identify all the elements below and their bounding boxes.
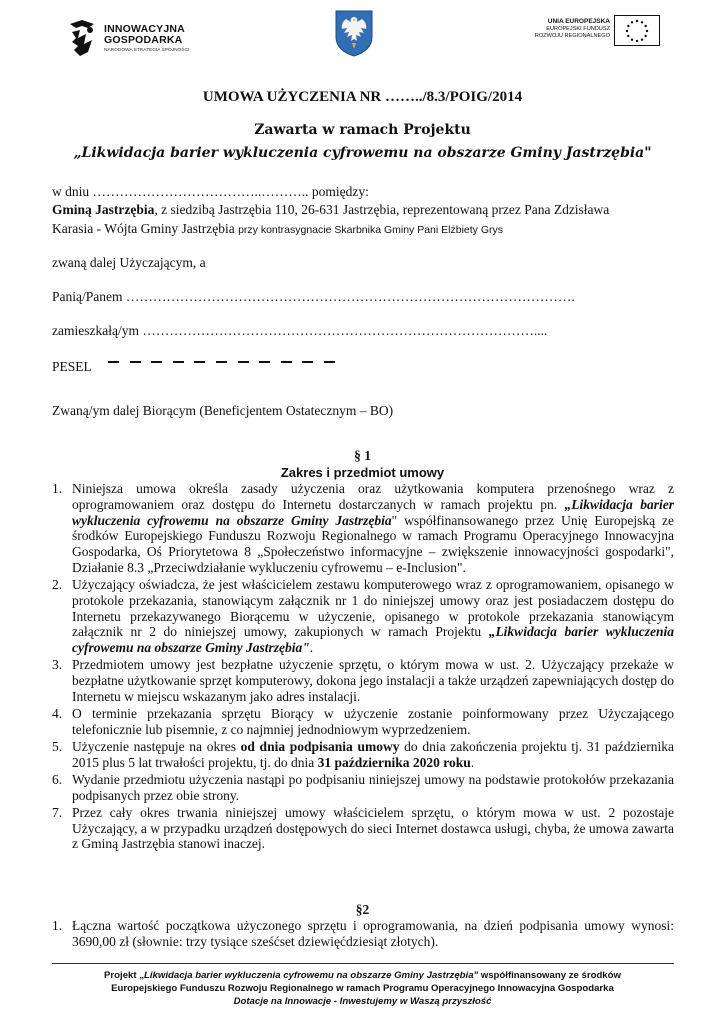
borrower-definition: Zwaną/ym dalej Biorącym (Beneficjentem Ostatecznym – BO) (52, 403, 394, 418)
list-item: 3. Przedmiotem umowy jest bezpłatne użyczenie sprzętu, o którym mowa w ust. 2. Użyczający przekaże w bezpłatne użytkowanie sprzęt komputerowy, dokona jego instalacji a także urządzeń zapewniających dostęp do Internetu w miejscu wskazanym jako adres instalacji. (52, 657, 674, 704)
party-name: Gminą Jastrzębia (52, 202, 155, 217)
footer-line-1: Projekt „Likwidacja barier wykluczenia cyfrowemu na obszarze Gminy Jastrzębia" współfinansowany ze środków (104, 970, 621, 981)
ig-subtitle: NARODOWA STRATEGIA SPÓJNOŚCI (104, 48, 190, 53)
page-header (0, 0, 725, 70)
list-item: 1. Niniejsza umowa określa zasady użyczenia oraz użytkowania komputera przenośnego wraz z oprogramowaniem oraz dostępu do Internetu dostarczanych w ramach projektu pn. „Likwidacja barier wykluczenia cyfrowemu na obszarze Gminy Jastrzębia" współfinansowanego przez Unię Europejską ze środków Europejskiego Funduszu Rozwoju Regionalnego w ramach Programu Operacyjnego Innowacyjna Gospodarka, Oś Priorytetowa 8 „Społeczeństwo informacyjne – zwiększenie innowacyjności gospodarki", Działanie 8.3 „Przeciwdziałanie wykluczeniu cyfrowemu – e-Inclusion". (52, 481, 674, 575)
ig-title-2: GOSPODARKA (104, 34, 183, 46)
eu-text-block (520, 18, 610, 40)
section-1-heading: Zakres i przedmiot umowy (280, 465, 445, 480)
party-line-2 (52, 220, 503, 239)
ig-logo-icon (66, 18, 98, 58)
eu-fund-line1: EUROPEJSKI FUNDUSZ (546, 26, 610, 32)
ig-title-1: INNOWACYJNA (104, 23, 185, 35)
footer-line-3: Dotacje na Innowacje - Inwestujemy w Waszą przyszłość (233, 996, 492, 1007)
date-line: w dniu ………………………………..……….. pomiędzy: (52, 184, 369, 199)
party-address: , z siedzibą Jastrzębia 110, 26-631 Jastrzębia, reprezentowaną przez Pana Zdzisława (154, 202, 610, 217)
eu-fund-line2: ROZWOJU REGIONALNEGO (534, 33, 610, 39)
borrower-address-line: zamieszkałą/ym …………………………………………………………………………….... (52, 323, 548, 338)
list-item: 5. Użyczenie następuje na okres od dnia podpisania umowy do dnia zakończenia projektu tj. 31 października 2015 plus 5 lat trwałości projektu, tj. do dnia 31 października 2020 roku. (52, 738, 674, 770)
list-item: 4. O terminie przekazania sprzętu Biorący w użyczenie zostanie poinformowany przez Użyczającego telefonicznie lub pisemnie, z co najmniej jednodniowym wyprzedzeniem. (52, 706, 674, 737)
innowacyjna-gospodarka-logo (66, 18, 206, 60)
gmina-crest-icon (334, 9, 374, 57)
section-1-list (52, 481, 674, 853)
list-item: 7. Przez cały okres trwania niniejszej umowy właścicielem sprzętu, o którym mowa w ust. 2 pozostaje Użyczający, a w przypadku urządzeń dostępowych do sieci Internet dostawca usługi, chyba, że umowa zawarta z Gminą Jastrzębia stanowi inaczej. (52, 804, 674, 852)
list-item: 6. Wydanie przedmiotu użyczenia nastąpi po podpisaniu niniejszej umowy na podstawie protokołów przekazania podpisanych przez obie strony. (52, 771, 674, 803)
borrower-name-line: Panią/Panem ………………………………………………………………………………………. (52, 289, 575, 304)
eu-title: UNIA EUROPEJSKA (547, 18, 610, 25)
project-name: „Likwidacja barier wykluczenia cyfrowemu na obszarze Gminy Jastrzębia" (73, 145, 652, 161)
page-footer (0, 969, 725, 1008)
pesel-field (108, 361, 346, 363)
footer-line-2: Europejskiego Funduszu Rozwoju Regionalnego w ramach Programu Operacyjnego Innowacyjna Gospodarka (111, 983, 614, 994)
section-2-list (52, 918, 674, 951)
party-line-1 (52, 201, 609, 218)
footer-divider (52, 963, 674, 964)
list-item: 1. Łączna wartość początkowa użyczonego sprzętu i oprogramowania, na dzień podpisania umowy wynosi: 3690,00 zł (słownie: trzy tysiące sześćset dziewięćdziesiąt złotych). (52, 918, 674, 949)
section-2-number: §2 (355, 902, 370, 917)
list-item: 2. Użyczający oświadcza, że jest właścicielem zestawu komputerowego wraz z oprogramowaniem, opisanego w protokole przekazania, stanowiącym załącznik nr 1 do niniejszej umowy oraz jest posiadaczem dostępu do Internetu przekazywanego Biorącemu w użyczenie, opisanego w protokole przekazania stanowiącym załącznik nr 2 do niniejszej umowy, zakupionych w ramach Projektu „Likwidacja barier wykluczenia cyfrowemu na obszarze Gminy Jastrzębia". (52, 577, 674, 656)
section-1-number: § 1 (354, 448, 371, 463)
eu-flag-icon (614, 15, 660, 46)
lender-line: zwaną dalej Użyczającym, a (52, 255, 206, 270)
document-subtitle: Zawarta w ramach Projektu (254, 122, 471, 138)
pesel-label: PESEL (52, 359, 92, 374)
party-representative: Karasia - Wójta Gminy Jastrzębia (52, 221, 239, 236)
document-title: UMOWA UŻYCZENIA NR ……../8.3/POIG/2014 (202, 89, 523, 105)
party-countersign: przy kontrasygnacie Skarbnika Gminy Pani Elżbiety Grys (238, 224, 503, 236)
